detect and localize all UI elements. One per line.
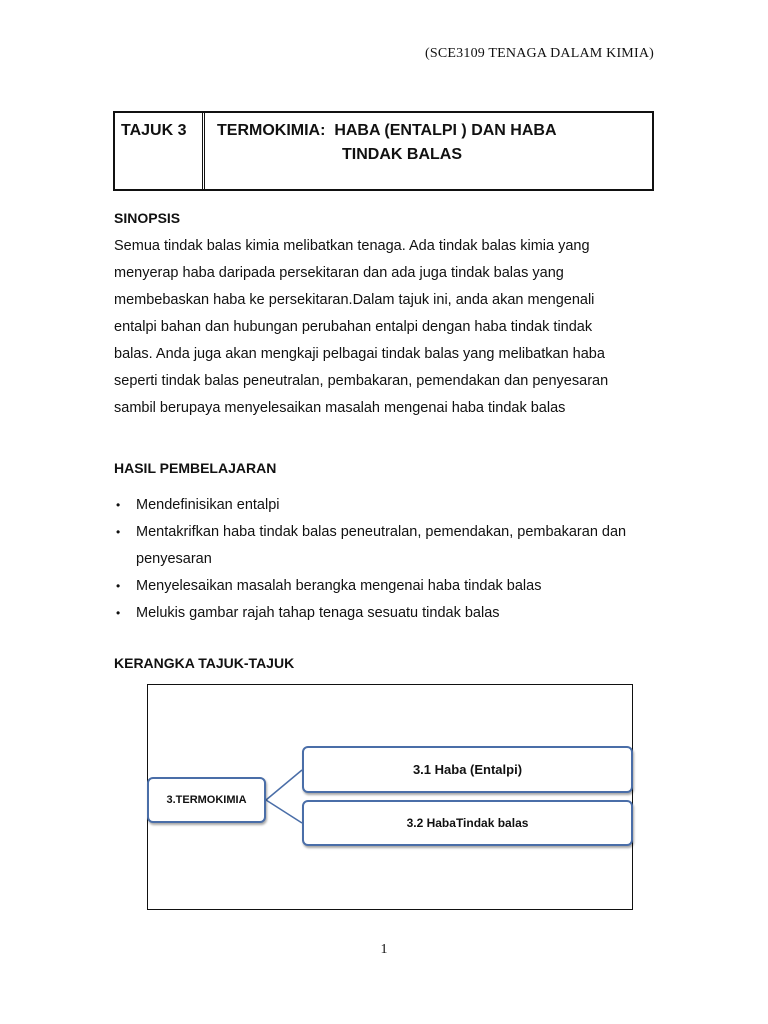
list-item-text-continued: penyesaran — [136, 551, 212, 567]
bullet-icon: • — [116, 606, 121, 620]
sinopsis-line: balas. Anda juga akan mengkaji pelbagai tindak balas yang melibatkan haba — [114, 346, 605, 362]
bullet-icon: • — [116, 498, 121, 512]
sinopsis-line: menyerap haba daripada persekitaran dan ada juga tindak balas yang — [114, 265, 564, 281]
list-item-text: Melukis gambar rajah tahap tenaga sesuatu tindak balas — [136, 605, 500, 621]
document-header: (SCE3109 TENAGA DALAM KIMIA) — [425, 46, 654, 61]
list-item-text: Mendefinisikan entalpi — [136, 497, 280, 513]
connector-to-child-2 — [266, 800, 302, 823]
sinopsis-line: seperti tindak balas peneutralan, pembakaran, pemendakan dan penyesaran — [114, 373, 609, 389]
outline-root-node: 3.TERMOKIMIA — [147, 777, 266, 823]
topic-title-line-2: TINDAK BALAS — [342, 146, 462, 163]
topic-code: TAJUK 3 — [121, 122, 187, 139]
sinopsis-line: entalpi bahan dan hubungan perubahan entalpi dengan haba tindak tindak — [114, 319, 593, 335]
list-item-text: Mentakrifkan haba tindak balas peneutralan, pemendakan, pembakaran dan — [136, 524, 627, 540]
sinopsis-line: Semua tindak balas kimia melibatkan tenaga. Ada tindak balas kimia yang — [114, 238, 590, 254]
list-item-text: Menyelesaikan masalah berangka mengenai haba tindak balas — [136, 578, 542, 594]
topic-title-line-1: TERMOKIMIA: HABA (ENTALPI ) DAN HABA — [217, 122, 557, 139]
bullet-icon: • — [116, 525, 121, 539]
hasil-heading: HASIL PEMBELAJARAN — [114, 460, 277, 476]
sinopsis-line: sambil berupaya menyelesaikan masalah mengenai haba tindak balas — [114, 400, 566, 416]
outline-child-node-1: 3.1 Haba (Entalpi) — [302, 746, 633, 793]
sinopsis-line: membebaskan haba ke persekitaran.Dalam tajuk ini, anda akan mengenali — [114, 292, 595, 308]
page-number: 1 — [380, 942, 388, 957]
kerangka-heading: KERANGKA TAJUK-TAJUK — [114, 655, 295, 671]
bullet-icon: • — [116, 579, 121, 593]
connector-to-child-1 — [266, 770, 302, 800]
outline-child-node-2: 3.2 HabaTindak balas — [302, 800, 633, 846]
sinopsis-heading: SINOPSIS — [114, 210, 181, 226]
